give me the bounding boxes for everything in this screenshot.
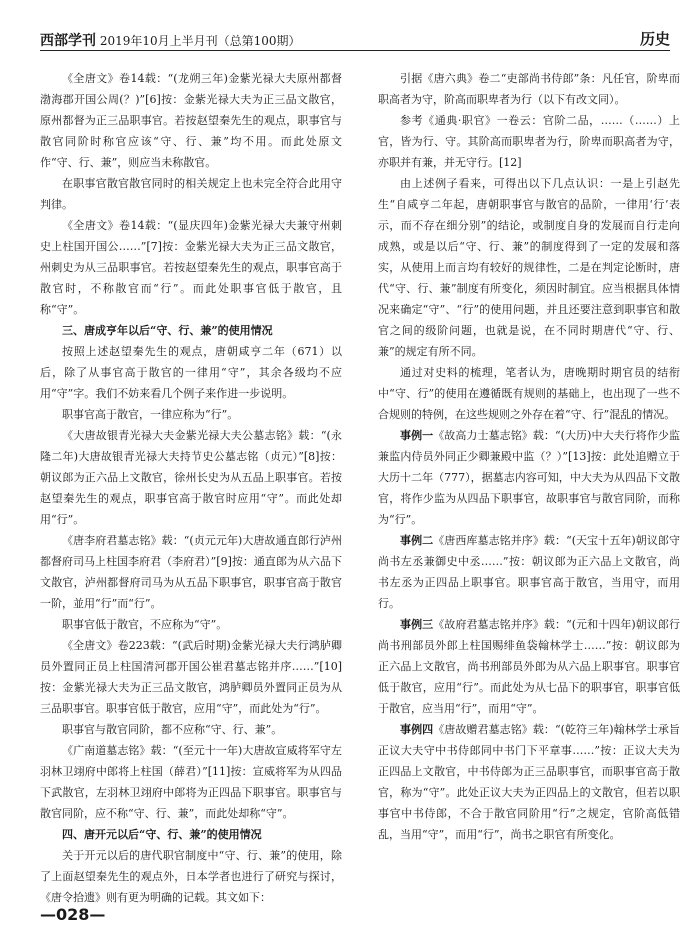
case-text: 《故府君墓志铭并序》载：“(元和十四年)朝议郎行尚书刑部员外郎上柱国赐绯鱼袋翰林学士……”按：朝议郎为正六品上文散官，尚书刑部员外郎为从六品上职事官。职事官低于散官，应用“行”。而此处为从七品下的职事官，职事官低于散官，应当用“行”，而用“守”。 bbox=[378, 618, 680, 715]
body-paragraph: 职事官低于散官，不应称为“守”。 bbox=[62, 618, 228, 631]
page-header bbox=[40, 22, 670, 52]
body-paragraph: 在职事官散官散官同时的相关规定上也未完全符合此用守判律。 bbox=[40, 177, 342, 211]
case-paragraph bbox=[378, 425, 680, 530]
case-text: 《唐西库墓志铭并序》载：“(天宝十五年)朝议郎守尚书左丞兼御史中丞……”按：朝议郎为正六品上文散官，尚书左丞为正四品上职事官。职事官高于散官，当用守，而用行。 bbox=[378, 534, 680, 610]
body-paragraph: 引据《唐六典》卷二“吏部尚书侍郎”条：凡任官，阶卑而职高者为守，阶高而职卑者为行（以下有改文同）。 bbox=[378, 72, 680, 106]
body-paragraph: 按照上述赵望秦先生的观点，唐朝咸亨二年（671）以后，除了从事官高于散官的一律用“守”，其余各级均不应用“守”字。我们不妨来看几个例子来作进一步说明。 bbox=[40, 345, 342, 400]
body-paragraph: 《唐李府君墓志铭》载：“(贞元元年)大唐故通直郎行泸州都督府司马上柱国李府君（李府君）”[9]按：通直郎为从六品下文散官，泸州都督府司马为从五品下职事官，职事官高于散官一阶，並用“行”而“行”。 bbox=[40, 534, 342, 610]
body-paragraph: 《全唐文》卷14载：“(显庆四年)金紫光禄大夫兼守州刺史上柱国开国公……”[7]按：金紫光禄大夫为正三品文散官，州刺史为从三品职事官。若按赵望秦先生的观点，职事官高于散官时，不称散官而“行”。而此处职事官低于散官，且称“守”。 bbox=[40, 219, 342, 316]
page-number: —028— bbox=[40, 905, 106, 924]
journal-logo: 西部学刊 bbox=[40, 33, 96, 49]
case-lead: 事例四 bbox=[400, 723, 434, 736]
issue-label: 2019年10月上半月刊（总第100期） bbox=[99, 34, 301, 48]
body-paragraph: 参考《通典·职官》一卷云：官阶二品，……（……）上官，皆为行、守。其阶高而职卑者为行，阶卑而职高者为守，亦职并有兼，并无守行。[12] bbox=[378, 114, 680, 169]
case-lead: 事例一 bbox=[400, 429, 434, 442]
case-text: 《唐故赠君墓志铭》载：“(乾符三年)翰林学士承旨正议大夫守中书侍郎同中书门下平章事……”按：正议大夫为正四品上文散官，中书侍郎为正三品职事官，而职事官高于散官，称为“守”。此处正议大夫为正四品上的文散官，但若以职事官中书侍郎，不合于散官同阶用“行”之规定，官阶高低错乱，当用“守”，而用“行”，尚书之职官有所变化。 bbox=[378, 723, 680, 841]
body-paragraph: 通过对史料的梳理，笔者认为，唐晚期时期官员的结衔中“守、行”的使用在遵循既有规则的基础上，也出现了一些不合规则的特例，在这些规则之外存在着“守、行”混乱的情况。 bbox=[378, 366, 680, 421]
body-paragraph: 《广南道墓志铭》载：“(至元十一年)大唐故宣威将军守左羽林卫翊府中郎将上柱国（薛君）”[11]按：宣威将军为从四品下武散官，左羽林卫翊府中郎将为正四品下职事官。职事官与散官同阶，应不称“守、行、兼”，而此处却称“守”。 bbox=[40, 744, 342, 820]
body-paragraph: 职事官高于散官，一律应称为“行”。 bbox=[62, 408, 239, 421]
section-heading: 四、唐开元以后“守、行、兼”的使用情况 bbox=[62, 828, 262, 841]
left-column bbox=[40, 68, 342, 903]
body-paragraph: 关于开元以后的唐代职官制度中“守、行、兼”的使用，除了上面赵望秦先生的观点外，日本学者也进行了研究与探讨，《唐令拾遗》则有更为明确的记载。其文如下： bbox=[40, 849, 342, 903]
section-heading: 三、唐成亨年以后“守、行、兼”的使用情况 bbox=[62, 324, 273, 337]
header-rule bbox=[40, 50, 670, 51]
body-paragraph: 由上述例子看来，可得出以下几点认识：一是上引赵先生“自咸亨二年起，唐朝职事官与散官的品阶，一律用‘行’表示，而不存在细分别”的结论，或制度自身的发展而自行走向成熟，或是以后“守、行、兼”的制度得到了一定的发展和落实，从使用上而言均有较好的规律性，二是在判定论断时，唐代“守、行、兼”制度有所变化，须因时制宜。应当根据具体情况来确定“守”、“行”的使用问题，并且还要注意到职事官和散官之间的级阶问题，也就是说，在不同时期唐代“守、行、兼”的规定有所不同。 bbox=[378, 177, 680, 358]
body-paragraph: 《全唐文》卷223载：“(武后时期)金紫光禄大夫行鸿胪卿员外置同正员上柱国清河郡开国公崔君墓志铭并序……”[10]按：金紫光禄大夫为正三品文散官，鸿胪卿员外置同正员为从三品职事官。职事官低于散官，应用“守”，而此处为“行”。 bbox=[40, 639, 342, 715]
body-paragraph: 职事官与散官同阶，都不应称“守、行、兼”。 bbox=[62, 723, 283, 736]
right-column bbox=[378, 68, 680, 903]
section-label: 历史 bbox=[639, 30, 670, 48]
body-paragraph: 《大唐故银青光禄大夫金紫光禄大夫公墓志铭》载：“(永隆二年)大唐故银青光禄大夫持节史公墓志铭（贞元）”[8]按：朝议郎为正六品上文散官，徐州长史为从五品上职事官。若按赵望秦先生的观点，职事官高于散官时应用“守”。而此处却用“行”。 bbox=[40, 429, 342, 526]
case-lead: 事例二 bbox=[400, 534, 434, 547]
case-paragraph bbox=[378, 719, 680, 845]
journal-masthead bbox=[40, 30, 301, 50]
case-paragraph bbox=[378, 614, 680, 719]
case-paragraph bbox=[378, 530, 680, 614]
body-paragraph: 《全唐文》卷14载：“(龙朔三年)金紫光禄大夫原州都督渤海郡开国公周(？)”[6]按：金紫光禄大夫为正三品文散官，原州都督为正三品职事官。若按赵望秦先生的观点，职事官与散官同阶时称官应该“守、行、兼”均不用。而此处原文作“守、行、兼”，则应当未称散官。 bbox=[40, 72, 342, 169]
case-text: 《故高力士墓志铭》载：“(大历)中大夫行将作少监兼监内侍员外同正少卿兼殿中监（？）”[13]按：此处追赠立于大历十二年（777），据墓志内容可知，中大夫为从四品下文散官，将作少监为从四品下职事官，故职事官与散官同阶，而称为“行”。 bbox=[378, 429, 680, 526]
case-lead: 事例三 bbox=[400, 618, 434, 631]
